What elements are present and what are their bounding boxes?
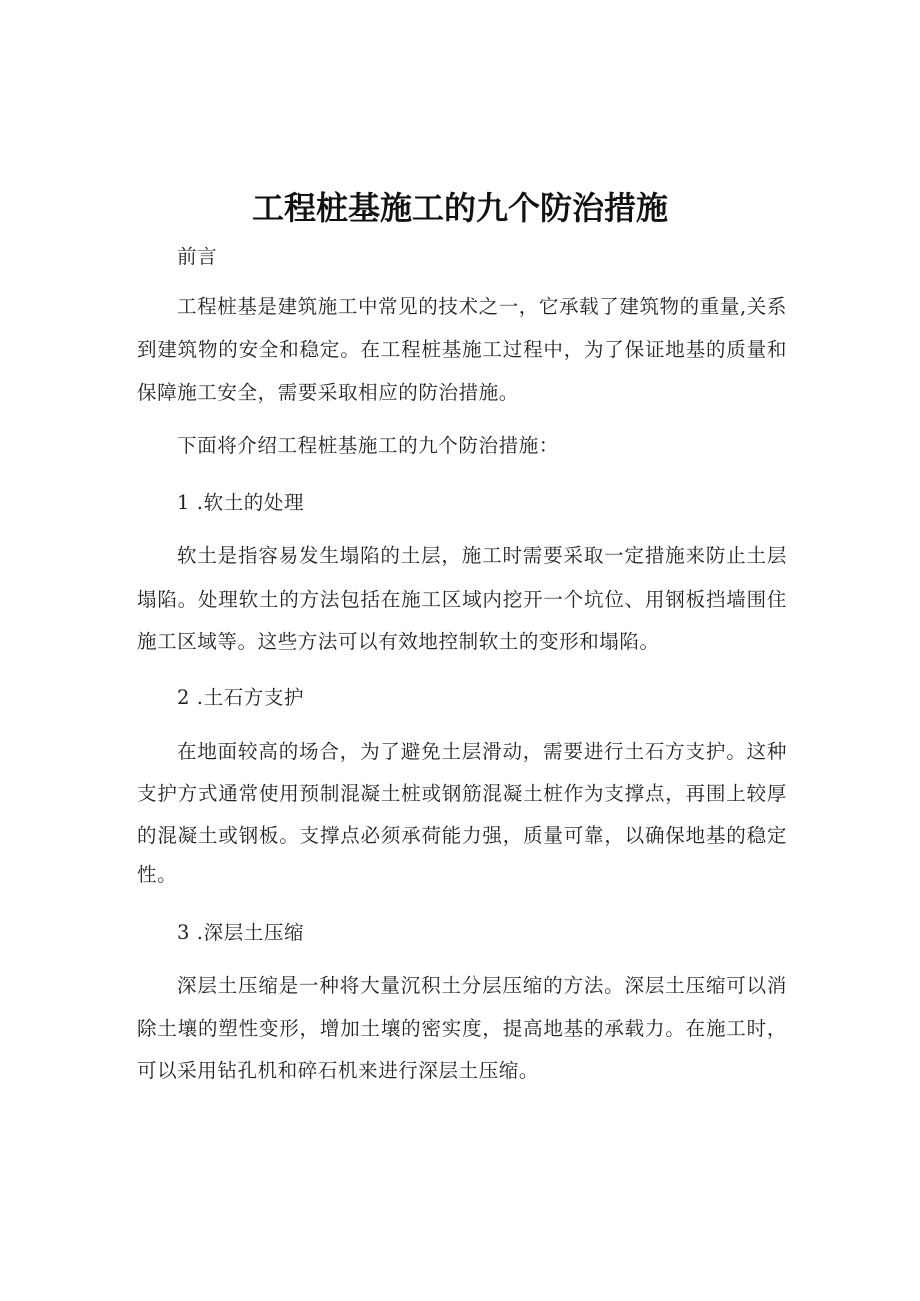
intro-paragraph-1-line-3: 保障施工安全，需要采取相应的防治措施。 bbox=[137, 381, 519, 404]
intro-paragraph-2: 下面将介绍工程桩基施工的九个防治措施： bbox=[177, 434, 559, 457]
preface-heading: 前言 bbox=[177, 245, 218, 268]
section-3-line-3: 可以采用钻孔机和碎石机来进行深层土压缩。 bbox=[137, 1059, 540, 1082]
section-2-line-3: 的混凝土或钢板。支撑点必须承荷能力强，质量可靠，以确保地基的稳定 bbox=[137, 824, 787, 847]
section-2-heading: 2 .土石方支护 bbox=[177, 686, 305, 709]
section-1-line-3: 施工区域等。这些方法可以有效地控制软土的变形和塌陷。 bbox=[137, 630, 660, 653]
section-3-line-2: 除土壤的塑性变形，增加土壤的密实度，提高地基的承载力。在施工时， bbox=[137, 1017, 787, 1040]
intro-paragraph-1-line-1: 工程桩基是建筑施工中常见的技术之一，它承载了建筑物的重量,关系 bbox=[177, 295, 787, 318]
section-3-heading: 3 .深层土压缩 bbox=[177, 921, 305, 944]
section-2-line-4: 性。 bbox=[137, 863, 178, 886]
document-title: 工程桩基施工的九个防治措施 bbox=[251, 189, 668, 227]
section-2-line-2: 支护方式通常使用预制混凝土桩或钢筋混凝土桩作为支撑点，再围上较厚 bbox=[137, 782, 787, 805]
intro-paragraph-1-line-2: 到建筑物的安全和稳定。在工程桩基施工过程中，为了保证地基的质量和 bbox=[137, 338, 787, 361]
section-1-heading: 1 .软土的处理 bbox=[177, 491, 305, 514]
section-2-line-1: 在地面较高的场合，为了避免土层滑动，需要进行土石方支护。这种 bbox=[177, 740, 787, 763]
section-1-line-1: 软土是指容易发生塌陷的土层，施工时需要采取一定措施来防止土层 bbox=[177, 544, 787, 567]
section-1-line-2: 塌陷。处理软土的方法包括在施工区域内挖开一个坑位、用钢板挡墙围住 bbox=[137, 588, 787, 611]
section-3-line-1: 深层土压缩是一种将大量沉积土分层压缩的方法。深层土压缩可以消 bbox=[177, 974, 787, 997]
